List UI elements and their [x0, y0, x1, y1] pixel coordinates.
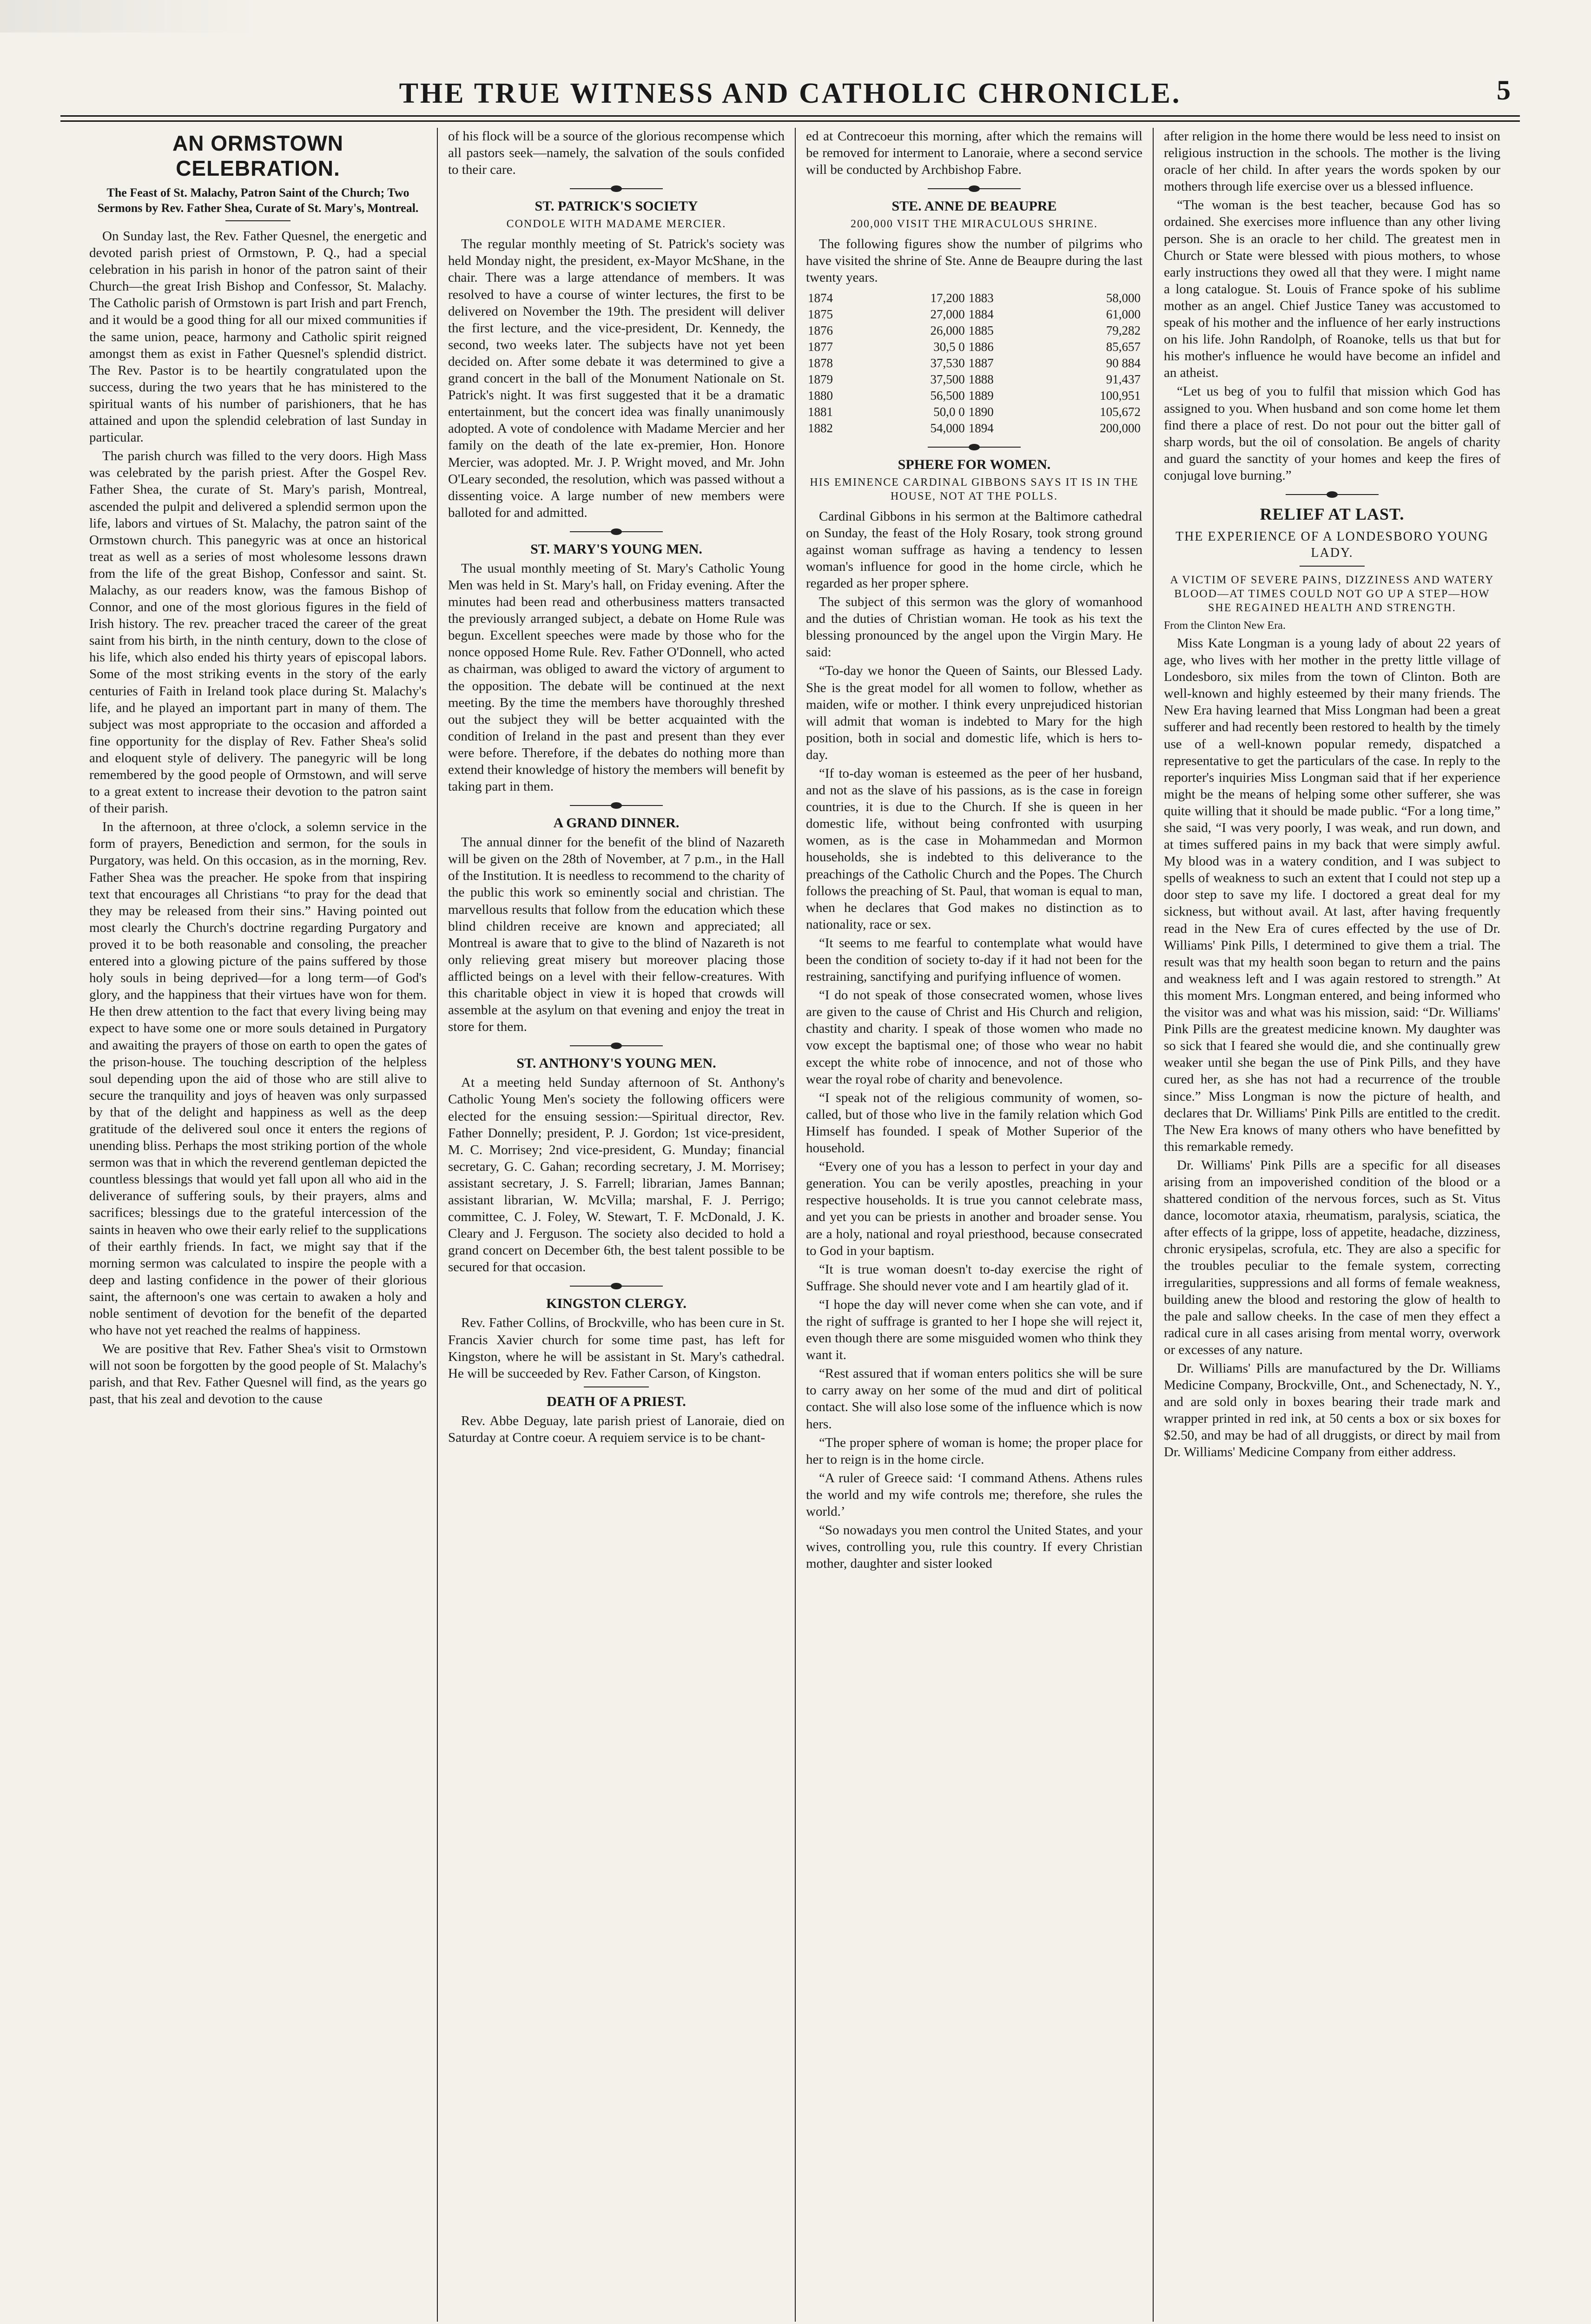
subhead-ste-anne: 200,000 VISIT THE MIRACULOUS SHRINE. [850, 218, 1098, 231]
stats-count: 26,000 [930, 323, 965, 337]
paragraph: “The woman is the best teacher, because God has so ordained. She exercises more influence than any other living person. She is an oracle to her child. The greatest men in Church or State were blessed with pious mothers, to whose early instructions they owed all that they were. I might name a long catalogue. St. Louis of France spoke of his sublime mother as an angel. Chief Justice Taney was accustomed to speak of his mother and the influence of her early instructions on his life. John Randolph, of Roanoke, tells us that but for his mother's influence he would have become an infidel and an atheist. [1164, 198, 1500, 381]
rule [225, 220, 290, 221]
stats-year: 1874 [808, 290, 833, 305]
scan-shadow [0, 0, 260, 33]
stats-count: 79,282 [1106, 323, 1141, 337]
stats-year: 1882 [808, 421, 833, 435]
stats-count: 56,500 [930, 388, 965, 403]
stats-row [806, 339, 1142, 355]
stats-count: 100,951 [1100, 388, 1141, 403]
divider [928, 188, 1021, 189]
paragraph: “Rest assured that if woman enters politics she will be sure to carry away on her some of the mud and dirt of political contact. She will also lose some of the influence which is now hers. [806, 1366, 1142, 1432]
paragraph: of his flock will be a source of the glorious recompense which all pastors seek—namely, the salvation of the souls confided to their care. [448, 129, 785, 178]
headline-death-of-priest: DEATH OF A PRIEST. [547, 1393, 686, 1409]
column-2 [437, 128, 795, 2322]
paragraph: The subject of this sermon was the glory of womanhood and the duties of Christian woman. He took as his text the blessing pronounced by the angel upon the Virgin Mary. He said: [806, 594, 1142, 660]
headline-st-marys: ST. MARY'S YOUNG MEN. [530, 541, 702, 557]
headline-st-anthonys: ST. ANTHONY'S YOUNG MEN. [516, 1056, 716, 1071]
source-line: From the Clinton New Era. [1164, 619, 1286, 632]
stats-year: 1878 [808, 356, 833, 370]
paragraph: Rev. Father Collins, of Brockville, who has been cure in St. Francis Xavier church for some time past, has left for Kingston, where he will be assistant in St. Mary's cathedral. He will be succeeded by Rev. Father Carson, of Kingston. [448, 1315, 785, 1381]
stats-year: 1890 [968, 404, 994, 419]
rule [584, 1386, 649, 1387]
paragraph: The following figures show the number of pilgrims who have visited the shrine of Ste. Anne de Beaupre during the last twenty years. [806, 237, 1142, 285]
stats-count: 61,000 [1106, 307, 1141, 321]
divider [570, 531, 663, 532]
stats-year: 1894 [968, 421, 994, 435]
paragraph: “Let us beg of you to fulfil that mission which God has assigned to you. When husband and son come home let them find there a place of rest. Do not pour out the bitter gall of sharp words, but the oil of consolation. Be angels of charity and guard the sanctity of your homes and keep the fires of conjugal love burning.” [1164, 384, 1500, 483]
stats-count: 30,5 0 [933, 339, 965, 354]
stats-count: 200,000 [1100, 421, 1141, 435]
headline-kingston: KINGSTON CLERGY. [546, 1296, 687, 1312]
column-3 [795, 128, 1153, 2322]
stats-count: 37,500 [930, 372, 965, 386]
stats-count: 105,672 [1100, 404, 1141, 419]
paragraph: “I hope the day will never come when she can vote, and if the right of suffrage is granted to her I hope she will reject it, even though there are some misguided women who think they want it. [806, 1297, 1142, 1363]
headline-st-patricks: ST. PATRICK'S SOCIETY [535, 198, 698, 214]
headline-ste-anne: STE. ANNE DE BEAUPRE [891, 198, 1057, 214]
paragraph: Dr. Williams' Pink Pills are a specific for all diseases arising from an impoverished condition of the blood or a shattered condition of the nervous forces, such as St. Vitus dance, locomotor ataxia, rheumatism, paralysis, sciatica, the after effects of la grippe, loss of appetite, headache, dizziness, chronic erysipelas, scrofula, etc. They are also a specific for the troubles peculiar to the female system, correcting irregularities, suppressions and all forms of female weakness, building anew the blood and restoring the glow of health to the pale and sallow cheeks. In the case of men they effect a radical cure in all cases arising from mental worry, overwork or excesses of any nature. [1164, 1157, 1500, 1357]
pilgrim-stats-table [806, 290, 1142, 436]
stats-count: 17,200 [930, 290, 965, 305]
stats-count: 58,000 [1106, 290, 1141, 305]
stats-row [806, 404, 1142, 420]
stats-year: 1880 [808, 388, 833, 403]
stats-year: 1888 [968, 372, 994, 386]
stats-row [806, 290, 1142, 306]
column-1 [79, 128, 437, 2322]
paragraph: The annual dinner for the benefit of the blind of Nazareth will be given on the 28th of November, at 7 p.m., in the Hall of the Institution. It is needless to recommend to the charity of the public this work so eminently social and christian. The marvellous results that follow from the education which these blind children receive are known and appreciated; all Montreal is aware that to give to the blind of Nazareth is not only relieving great misery but moreover placing those afflicted beings on a level with their fellow-creatures. With this charitable object in view it is hoped that crowds will assemble at the asylum on that evening and enjoy the treat in store for them. [448, 835, 785, 1035]
masthead [60, 33, 1520, 109]
paragraph: The parish church was filled to the very doors. High Mass was celebrated by the parish priest. After the Gospel Rev. Father Shea, the curate of St. Mary's parish, Montreal, ascended the pulpit and delivered a splendid sermon upon the life, labors and virtues of St. Malachy, the patron saint of the Ormstown church. This panegyric was at once an historical treat as well as a series of most wholesome lessons drawn from the life of the great Bishop, Confessor and saint. St. Malachy, as our readers know, was the famous Bishop of Connor, and one of the most glorious figures in the field of Irish history. The rev. preacher traced the career of the great saint from his birth, in the ninth century, down to the close of his life, which also ended his thirty years of episcopal labors. Some of the most striking events in the story of the early centuries of Faith in Ireland took place during St. Malachy's life, and he played an important part in many of them. The subject was most appropriate to the occasion and afforded a fine opportunity for the display of Rev. Father Shea's solid and eloquent style of delivery. The panegyric will be long remembered by the good people of Ormstown, and will serve to a great extent to increase their devotion to the patron saint of their parish. [89, 449, 427, 816]
paragraph: “The proper sphere of woman is home; the proper place for her to reign is in the home circle. [806, 1435, 1142, 1467]
stats-row [806, 388, 1142, 404]
stats-year: 1883 [968, 290, 994, 305]
stats-year: 1886 [968, 339, 994, 354]
page-number: 5 [1497, 75, 1511, 106]
paragraph: Miss Kate Longman is a young lady of about 22 years of age, who lives with her mother in the pretty little village of Londesboro, six miles from the town of Clinton. Both are well-known and highly esteemed by their many friends. The New Era having learned that Miss Longman had been a great sufferer and had recently been restored to health by the timely use of a well-known popular remedy, dispatched a representative to get the particulars of the case. In reply to the reporter's inquiries Miss Longman said that if her experience might be the means of helping some other sufferer, she was quite willing that it should be made public. “For a long time,” she said, “I was very poorly, I was weak, and run down, and at times suffered pains in my back that were simply awful. My blood was in a watery condition, and I was subject to spells of weakness to such an extent that I could not step up a door step to save my life. I doctored a great deal for my sickness, but without avail. At last, after having frequently read in the New Era of cures effected by the use of Dr. Williams' Pink Pills, I determined to give them a trial. The result was that my health soon began to return and the pains and weakness left and I was again restored to strength.” At this moment Mrs. Longman entered, and being informed who the visitor was and what was his mission, said: “Dr. Williams' Pink Pills are the greatest medicine known. My daughter was so sick that I feared she would die, and she continually grew weaker until she began the use of Pink Pills, and they have cured her, as she has not had a recurrence of the trouble since.” Miss Longman is now the picture of health, and declares that Dr. Williams' Pink Pills are entitled to the credit. The New Era knows of many others who have benefitted by this remarkable remedy. [1164, 635, 1500, 1154]
paragraph: On Sunday last, the Rev. Father Quesnel, the energetic and devoted parish priest of Ormstown, P. Q., had a special celebration in his parish in honor of the patron saint of their Church—the great Irish Bishop and Confessor, St. Malachy. The Catholic parish of Ormstown is part Irish and part French, and it would be a good thing for all our mixed communities if the same union, peace, harmony and Catholic spirit reigned amongst them as exist in Father Quesnel's splendid district. The Rev. Pastor is to be heartily congratulated upon the success, during the two years that he has ministered to the spiritual wants of his number of parishioners, that he has attained and upon the splendid celebration of last Sunday in particular. [89, 229, 427, 445]
stats-count: 27,000 [930, 307, 965, 321]
stats-year: 1887 [968, 356, 994, 370]
stats-count: 85,657 [1106, 339, 1141, 354]
stats-count: 91,437 [1106, 372, 1141, 386]
paragraph: “It seems to me fearful to contemplate what would have been the condition of society to-day if it had not been for the restraining, sanctifying and purifying influence of women. [806, 935, 1142, 984]
paragraph: “It is true woman doesn't to-day exercise the right of Suffrage. She should never vote and I am heartily glad of it. [806, 1261, 1142, 1294]
stats-year: 1879 [808, 372, 833, 386]
stats-row [806, 323, 1142, 339]
divider [1286, 494, 1379, 495]
stats-year: 1884 [968, 307, 994, 321]
paragraph: “So nowadays you men control the United States, and your wives, controlling you, rule this country. If every Christian mother, daughter and sister looked [806, 1523, 1142, 1571]
subhead-sphere-for-women: HIS EMINENCE CARDINAL GIBBONS SAYS IT IS IN THE HOUSE, NOT AT THE POLLS. [810, 476, 1139, 502]
paragraph: ed at Contrecoeur this morning, after which the remains will be removed for interment to Lanoraie, where a second service will be conducted by Archbishop Fabre. [806, 129, 1142, 178]
stats-year: 1881 [808, 404, 833, 419]
article-columns [79, 128, 1511, 2322]
paragraph: In the afternoon, at three o'clock, a solemn service in the form of prayers, Benediction and sermon, for the souls in Purgatory, was held. On this occasion, as in the morning, Rev. Father Shea was the preacher. He spoke from that inspiring text that encourages all Christians “to pray for the dead that they may be released from their sins.” Having pointed out most clearly the Church's doctrine regarding Purgatory and proved it to be both reasonable and consoling, the preacher entered into a glowing picture of the pains suffered by those holy souls in being deprived—for a long term—of God's glory, and the happiness that their virtues have won for them. He then drew attention to the fact that every living being may expect to have some one or more souls detained in Purgatory and awaiting the prayers of those on earth to open the gates of the prison-house. The touching description of the helpless soul depending upon the aid of those who are still alive to secure the tranquility and joys of heaven was only surpassed by that of the delight and happiness as well as the deep gratitude of the delivered soul once it enters the regions of unending bliss. Perhaps the most striking portion of the whole sermon was that in which the reverend gentleman depicted the countless blessings that would yet fall upon all who aid in the deliverance of suffering souls, by their prayers, alms and sacrifices; blessings due to the grateful intercession of the saints in heaven who owe their early relief to the supplications of their earthly friends. In fact, we might say that if the morning sermon was calculated to inspire the people with a deep and lasting confidence in the power of their glorious saint, the afternoon's one was certain to awaken a holy and noble sentiment of devotion for the benefit of the departed who have not yet reached the realms of happiness. [89, 819, 427, 1338]
stats-row [806, 371, 1142, 388]
headline-grand-dinner: A GRAND DINNER. [553, 815, 680, 831]
headline-ormstown: AN ORMSTOWN CELEBRATION. [172, 131, 343, 180]
paragraph: “To-day we honor the Queen of Saints, our Blessed Lady. She is the great model for all women to follow, whether as maiden, wife or mother. I think every unprejudiced historian will admit that woman is indebted to Mary for the high position, both in social and domestic life, which is hers to-day. [806, 663, 1142, 762]
stats-row [806, 306, 1142, 323]
paragraph: At a meeting held Sunday afternoon of St. Anthony's Catholic Young Men's society the following officers were elected for the ensuing session:—Spiritual director, Rev. Father Donnelly; president, P. J. Gordon; 1st vice-president, M. C. Morrisey; 2nd vice-president, G. Munday; financial secretary, G. C. Gahan; recording secretary, J. M. Morrisey; assistant secretary, J. S. Farrell; librarian, James Bannan; assistant librarian, W. McVilla; marshal, F. J. Perrigo; committee, C. J. Foley, W. Stewart, T. F. McDonald, J. K. Cleary and J. Ferguson. The society also decided to hold a grand concert on December 6th, the best talent possible to be secured for that occasion. [448, 1075, 785, 1275]
headline-sphere-for-women: SPHERE FOR WOMEN. [898, 456, 1051, 472]
newspaper-title: THE TRUE WITNESS AND CATHOLIC CHRONICLE. [399, 78, 1182, 109]
subhead-ormstown: The Feast of St. Malachy, Patron Saint of the Church; Two Sermons by Rev. Father Shea, Curate of St. Mary's, Montreal. [97, 186, 419, 215]
stats-year: 1877 [808, 339, 833, 354]
paragraph: The usual monthly meeting of St. Mary's Catholic Young Men was held in St. Mary's hall, on Friday evening. After the minutes had been read and otherbusiness matters transacted the previously arranged subject, a debate on Home Rule was begun. Excellent speeches were made by those who for the nonce opposed Home Rule. Rev. Father O'Donnell, who acted as chairman, was obliged to award the victory of argument to the opposition. The debate will be continued at the next meeting. By the time the members have thoroughly threshed out the subject they will be better acquainted with the condition of Ireland in the past and present than they ever were before. Therefore, if the debates do nothing more than extend their knowledge of history the members will benefit by taking part in them. [448, 561, 785, 794]
paragraph: We are positive that Rev. Father Shea's visit to Ormstown will not soon be forgotten by the good people of St. Malachy's parish, and that Rev. Father Quesnel will find, as the years go past, that his zeal and devotion to the cause [89, 1341, 427, 1407]
subhead-st-patricks: CONDOLE WITH MADAME MERCIER. [506, 218, 726, 231]
stats-year: 1889 [968, 388, 994, 403]
subhead-relief-1: THE EXPERIENCE OF A LONDESBORO YOUNG LADY. [1175, 529, 1489, 560]
stats-count: 54,000 [930, 421, 965, 435]
rule [1300, 566, 1365, 567]
stats-row [806, 355, 1142, 371]
stats-row [806, 420, 1142, 436]
divider [570, 1045, 663, 1046]
divider [928, 447, 1021, 448]
stats-year: 1885 [968, 323, 994, 337]
stats-count: 90 884 [1106, 356, 1141, 370]
paragraph: “If to-day woman is esteemed as the peer of her husband, and not as the slave of his passions, as is the case in foreign countries, it is due to the Church. If she is queen in her domestic life, without being confronted with usurping women, as is the case in Mohammedan and Mormon households, she is indebted to this deliverance to the preachings of the Catholic Church and the Popes. The Church follows the preaching of St. Paul, that woman is equal to man, when he declares that God makes no distinction as to nationality, race or sex. [806, 766, 1142, 932]
paragraph: “Every one of you has a lesson to perfect in your day and generation. You can be verily apostles, preaching in your respective households. It is true you cannot celebrate mass, and yet you can be priests in another and broader sense. You are a holy, national and royal priesthood, because consecrated to God in your baptism. [806, 1159, 1142, 1258]
paragraph: The regular monthly meeting of St. Patrick's society was held Monday night, the president, ex-Mayor McShane, in the chair. There was a large attendance of members. It was resolved to have a course of winter lectures, the first to be delivered on November the 19th. The president will deliver the first lecture, and the vice-president, Dr. Kennedy, the second, two weeks later. The subjects have not yet been decided on. After some debate it was determined to give a grand concert in the ball of the Monument Nationale on St. Patrick's night. It was first suggested that it be a dramatic entertainment, but the concert idea was finally unanimously adopted. A vote of condolence with Madame Mercier and her family on the death of the late ex-premier, Hon. Honore Mercier, was adopted. Mr. J. P. Wright moved, and Mr. John O'Leary seconded, the resolution, which was passed without a dissenting voice. A large number of new members were balloted for and admitted. [448, 237, 785, 520]
divider [570, 188, 663, 189]
stats-count: 37,530 [930, 356, 965, 370]
stats-count: 50,0 0 [933, 404, 965, 419]
divider [570, 1286, 663, 1287]
masthead-rule [60, 115, 1520, 122]
paragraph: “I do not speak of those consecrated women, whose lives are given to the cause of Christ and His Church and religion, chastity and charity. I speak of those women who made no vow except the baptismal one; of those who wear no habit except the white robe of innocence, and not of those who wear the royal robe of charity and benevolence. [806, 988, 1142, 1087]
paragraph: “A ruler of Greece said: ‘I command Athens. Athens rules the world and my wife controls me; therefore, she rules the world.’ [806, 1470, 1142, 1519]
divider [570, 805, 663, 806]
paragraph: Rev. Abbe Deguay, late parish priest of Lanoraie, died on Saturday at Contre coeur. A requiem service is to be chant- [448, 1413, 785, 1445]
column-4 [1153, 128, 1511, 2322]
subhead-relief-2: A VICTIM OF SEVERE PAINS, DIZZINESS AND WATERY BLOOD—AT TIMES COULD NOT GO UP A STEP—HOW SHE REGAINED HEALTH AND STRENGTH. [1170, 574, 1494, 614]
stats-year: 1876 [808, 323, 833, 337]
paragraph: Dr. Williams' Pills are manufactured by the Dr. Williams Medicine Company, Brockville, Ont., and Schenectady, N. Y., and are sold only in boxes bearing their trade mark and wrapper printed in red ink, at 50 cents a box or six boxes for $2.50, and may be had of all druggists, or direct by mail from Dr. Williams' Medicine Company from either address. [1164, 1361, 1500, 1460]
paragraph: “I speak not of the religious community of women, so-called, but of those who live in the family relation which God Himself has founded. I speak of Mother Superior of the household. [806, 1090, 1142, 1156]
paragraph: Cardinal Gibbons in his sermon at the Baltimore cathedral on Sunday, the feast of the Holy Rosary, took strong ground against woman suffrage as having a tendency to lessen woman's influence for good in the home circle, which he regarded as her proper sphere. [806, 508, 1142, 591]
headline-relief-at-last: RELIEF AT LAST. [1260, 504, 1405, 523]
paragraph: after religion in the home there would be less need to insist on religious instruction in the schools. The mother is the living oracle of her child. In after years the words spoken by our mothers through life exercise over us a blessed influence. [1164, 129, 1500, 194]
stats-year: 1875 [808, 307, 833, 321]
